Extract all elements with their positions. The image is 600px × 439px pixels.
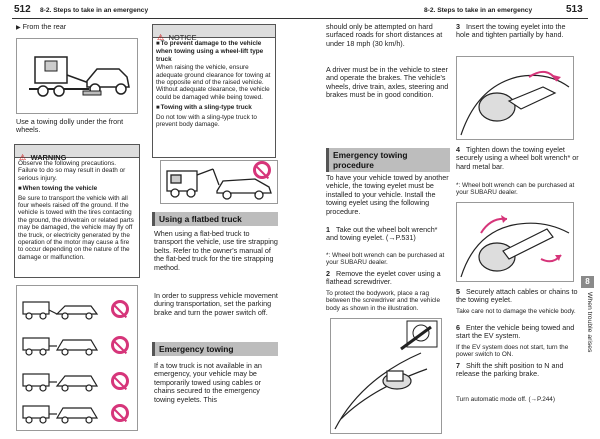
procedure-heading: Emergency towing procedure: [326, 148, 450, 172]
from-rear-label: ▶ From the rear: [16, 22, 67, 31]
step-5: 5 Securely attach cables or chains to the towing eyelet.: [456, 287, 578, 305]
chapter-number-tab: 8: [581, 276, 594, 288]
notice-item1-title: ■ To prevent damage to the vehicle when towing using a wheel-lift type truck: [153, 38, 275, 64]
incorrect-towing-illustrations: [16, 285, 138, 431]
right-page-title: 8-2. Steps to take in an emergency: [424, 7, 533, 14]
flatbed-p1: When using a flat-bed truck to transport the vehicle, use tire strapping belts. Refer to the owner's manual of the flat-bed truck for the tire strapping method.: [154, 229, 278, 272]
emergency-p1: If a tow truck is not available in an emergency, your vehicle may be temporarily towed using cables or chains secured to the emergency towing eyelets. This: [154, 361, 262, 404]
triangle-bullet-icon: ▶: [16, 25, 21, 31]
note-2: To protect the bodywork, place a rag between the screwdriver and the vehicle body as shown in the illustration.: [326, 290, 441, 312]
note-6: If the EV system does not start, turn the power switch to ON.: [456, 344, 569, 359]
dolly-text: Use a towing dolly under the front wheels.: [16, 117, 124, 135]
notice-item2-body: Do not tow with a sling-type truck to prevent body damage.: [156, 113, 257, 129]
prohibited-icon: [111, 336, 129, 354]
tighten-eyelet-illustration: [456, 202, 574, 282]
warning-subtitle: ■ When towing the vehicle: [15, 184, 139, 194]
step-3: 3 Insert the towing eyelet into the hole and tighten partially by hand.: [456, 22, 566, 40]
insert-eyelet-illustration: [456, 56, 574, 140]
warning-intro: Observe the following precautions. Failure to do so may result in death or serious injury.: [18, 160, 126, 182]
right-page-number: 513: [566, 4, 583, 15]
note-1: *: Wheel bolt wrench can be purchased at your SUBARU dealer.: [326, 252, 445, 267]
note-4: *: Wheel bolt wrench can be purchased at your SUBARU dealer.: [456, 182, 575, 197]
flatbed-p2: In order to suppress vehicle movement during transportation, set the parking brake and turn the power switch off.: [154, 291, 278, 317]
notice-item1-body: When raising the vehicle, ensure adequate ground clearance for towing at the opposite end of the raised vehicle. Without adequate clearance, the vehicle could be damaged while being towed.: [156, 64, 271, 101]
towing-dolly-illustration: [16, 38, 138, 114]
warning-body: Be sure to transport the vehicle with all four wheels raised off the ground. If the vehicle is towed with the tires contacting the ground, the drivetrain or related parts may be damaged, the vehicle may fly off the truck, or electricity generated by the operation of the motor may cause a fire to occur depending on the nature of the damage or malfunction.: [18, 194, 134, 261]
prohibited-icon: [111, 300, 129, 318]
prohibited-icon: [111, 372, 129, 390]
prohibited-icon: [253, 161, 271, 179]
prohibited-icon: [111, 404, 129, 422]
chapter-label-tab: When trouble arises: [586, 292, 593, 353]
notice-item2-title: ■ Towing with a sling-type truck: [153, 101, 275, 113]
step-6: 6 Enter the vehicle being towed and start the EV system.: [456, 323, 575, 341]
sling-truck-illustration: [160, 160, 278, 204]
procedure-intro: To have your vehicle towed by another vehicle, the towing eyelet must be installed to your vehicle. Install the towing eyelet using the following procedure.: [326, 173, 449, 216]
warning-box: [14, 144, 140, 278]
emergency-heading: Emergency towing: [152, 342, 278, 356]
warning-header: ⚠ WARNING: [15, 145, 139, 158]
notice-header: ⚠ NOTICE: [153, 25, 275, 38]
notice-icon: ⚠: [157, 33, 165, 42]
left-page-number: 512: [14, 4, 31, 15]
flatbed-heading: Using a flatbed truck: [152, 212, 278, 226]
note-5: Take care not to damage the vehicle body.: [456, 308, 576, 315]
notice-box: [152, 24, 276, 158]
note-7: Turn automatic mode off. (→P.244): [456, 396, 555, 403]
step-4: 4 Tighten down the towing eyelet securely using a wheel bolt wrench* or hard metal bar.: [456, 145, 579, 171]
left-page-title: 8-2. Steps to take in an emergency: [40, 7, 149, 14]
step-2: 2 Remove the eyelet cover using a flathead screwdriver.: [326, 269, 441, 287]
warning-icon: ⚠: [19, 153, 27, 162]
step-1: 1 Take out the wheel bolt wrench* and towing eyelet. (→P.531): [326, 225, 438, 243]
remove-eyelet-cover-illustration: [330, 318, 442, 434]
col3-p2: A driver must be in the vehicle to steer and operate the brakes. The vehicle's wheels, drive train, axles, steering and brakes must be in good condition.: [326, 65, 449, 100]
step-7: 7 Shift the shift position to N and release the parking brake.: [456, 361, 564, 379]
col3-cont: should only be attempted on hard surfaced roads for short distances at under 18 mph (30 km/h).: [326, 22, 443, 48]
